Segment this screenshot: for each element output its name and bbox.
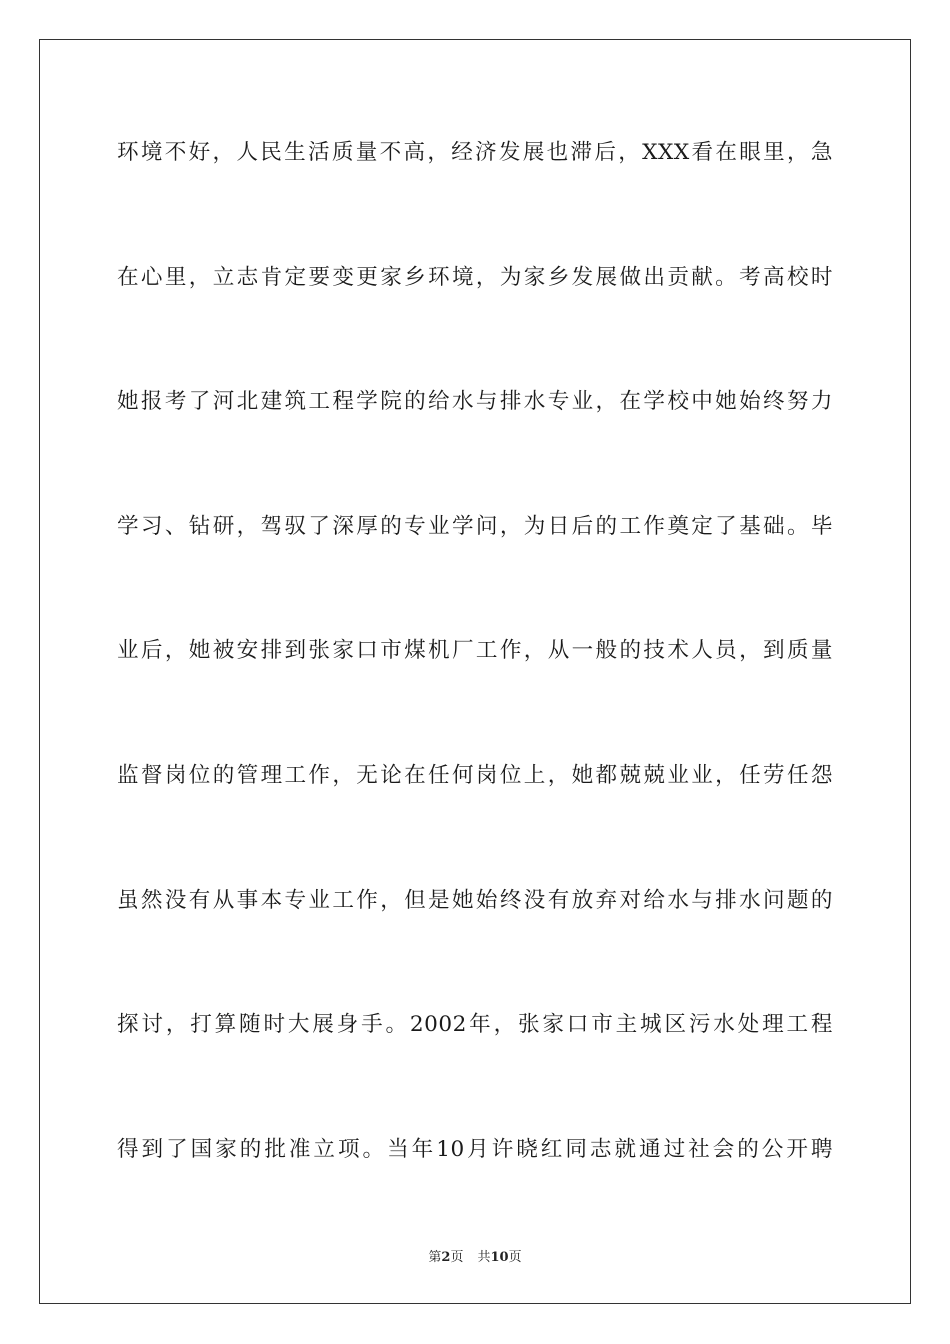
total-prefix: 共 (477, 1250, 491, 1265)
body-line: 在心里，立志肯定要变更家乡环境，为家乡发展做出贡献。考高校时 (117, 264, 833, 290)
current-page-number: 2 (441, 1250, 451, 1265)
body-line: 虽然没有从事本专业工作，但是她始终没有放弃对给水与排水问题的 (117, 887, 833, 913)
page-footer (0, 1246, 950, 1265)
total-page-number: 10 (490, 1250, 509, 1265)
document-body (117, 122, 833, 1243)
body-line: 监督岗位的管理工作，无论在任何岗位上，她都兢兢业业，任劳任怨 (117, 762, 833, 788)
body-line: 学习、钻研，驾驭了深厚的专业学问，为日后的工作奠定了基础。毕 (117, 513, 833, 539)
body-line: 环境不好，人民生活质量不高，经济发展也滞后，XXX看在眼里，急 (117, 140, 833, 165)
total-suffix: 页 (508, 1250, 522, 1265)
body-line: 业后，她被安排到张家口市煤机厂工作，从一般的技术人员，到质量 (117, 638, 833, 664)
body-line: 她报考了河北建筑工程学院的给水与排水专业，在学校中她始终努力 (117, 389, 833, 415)
page-prefix: 第 (428, 1250, 442, 1265)
page-suffix: 页 (450, 1250, 464, 1265)
body-line: 得到了国家的批准立项。当年10月许晓红同志就通过社会的公开聘 (117, 1136, 833, 1162)
body-line: 探讨，打算随时大展身手。2002年，张家口市主城区污水处理工程 (117, 1012, 833, 1038)
